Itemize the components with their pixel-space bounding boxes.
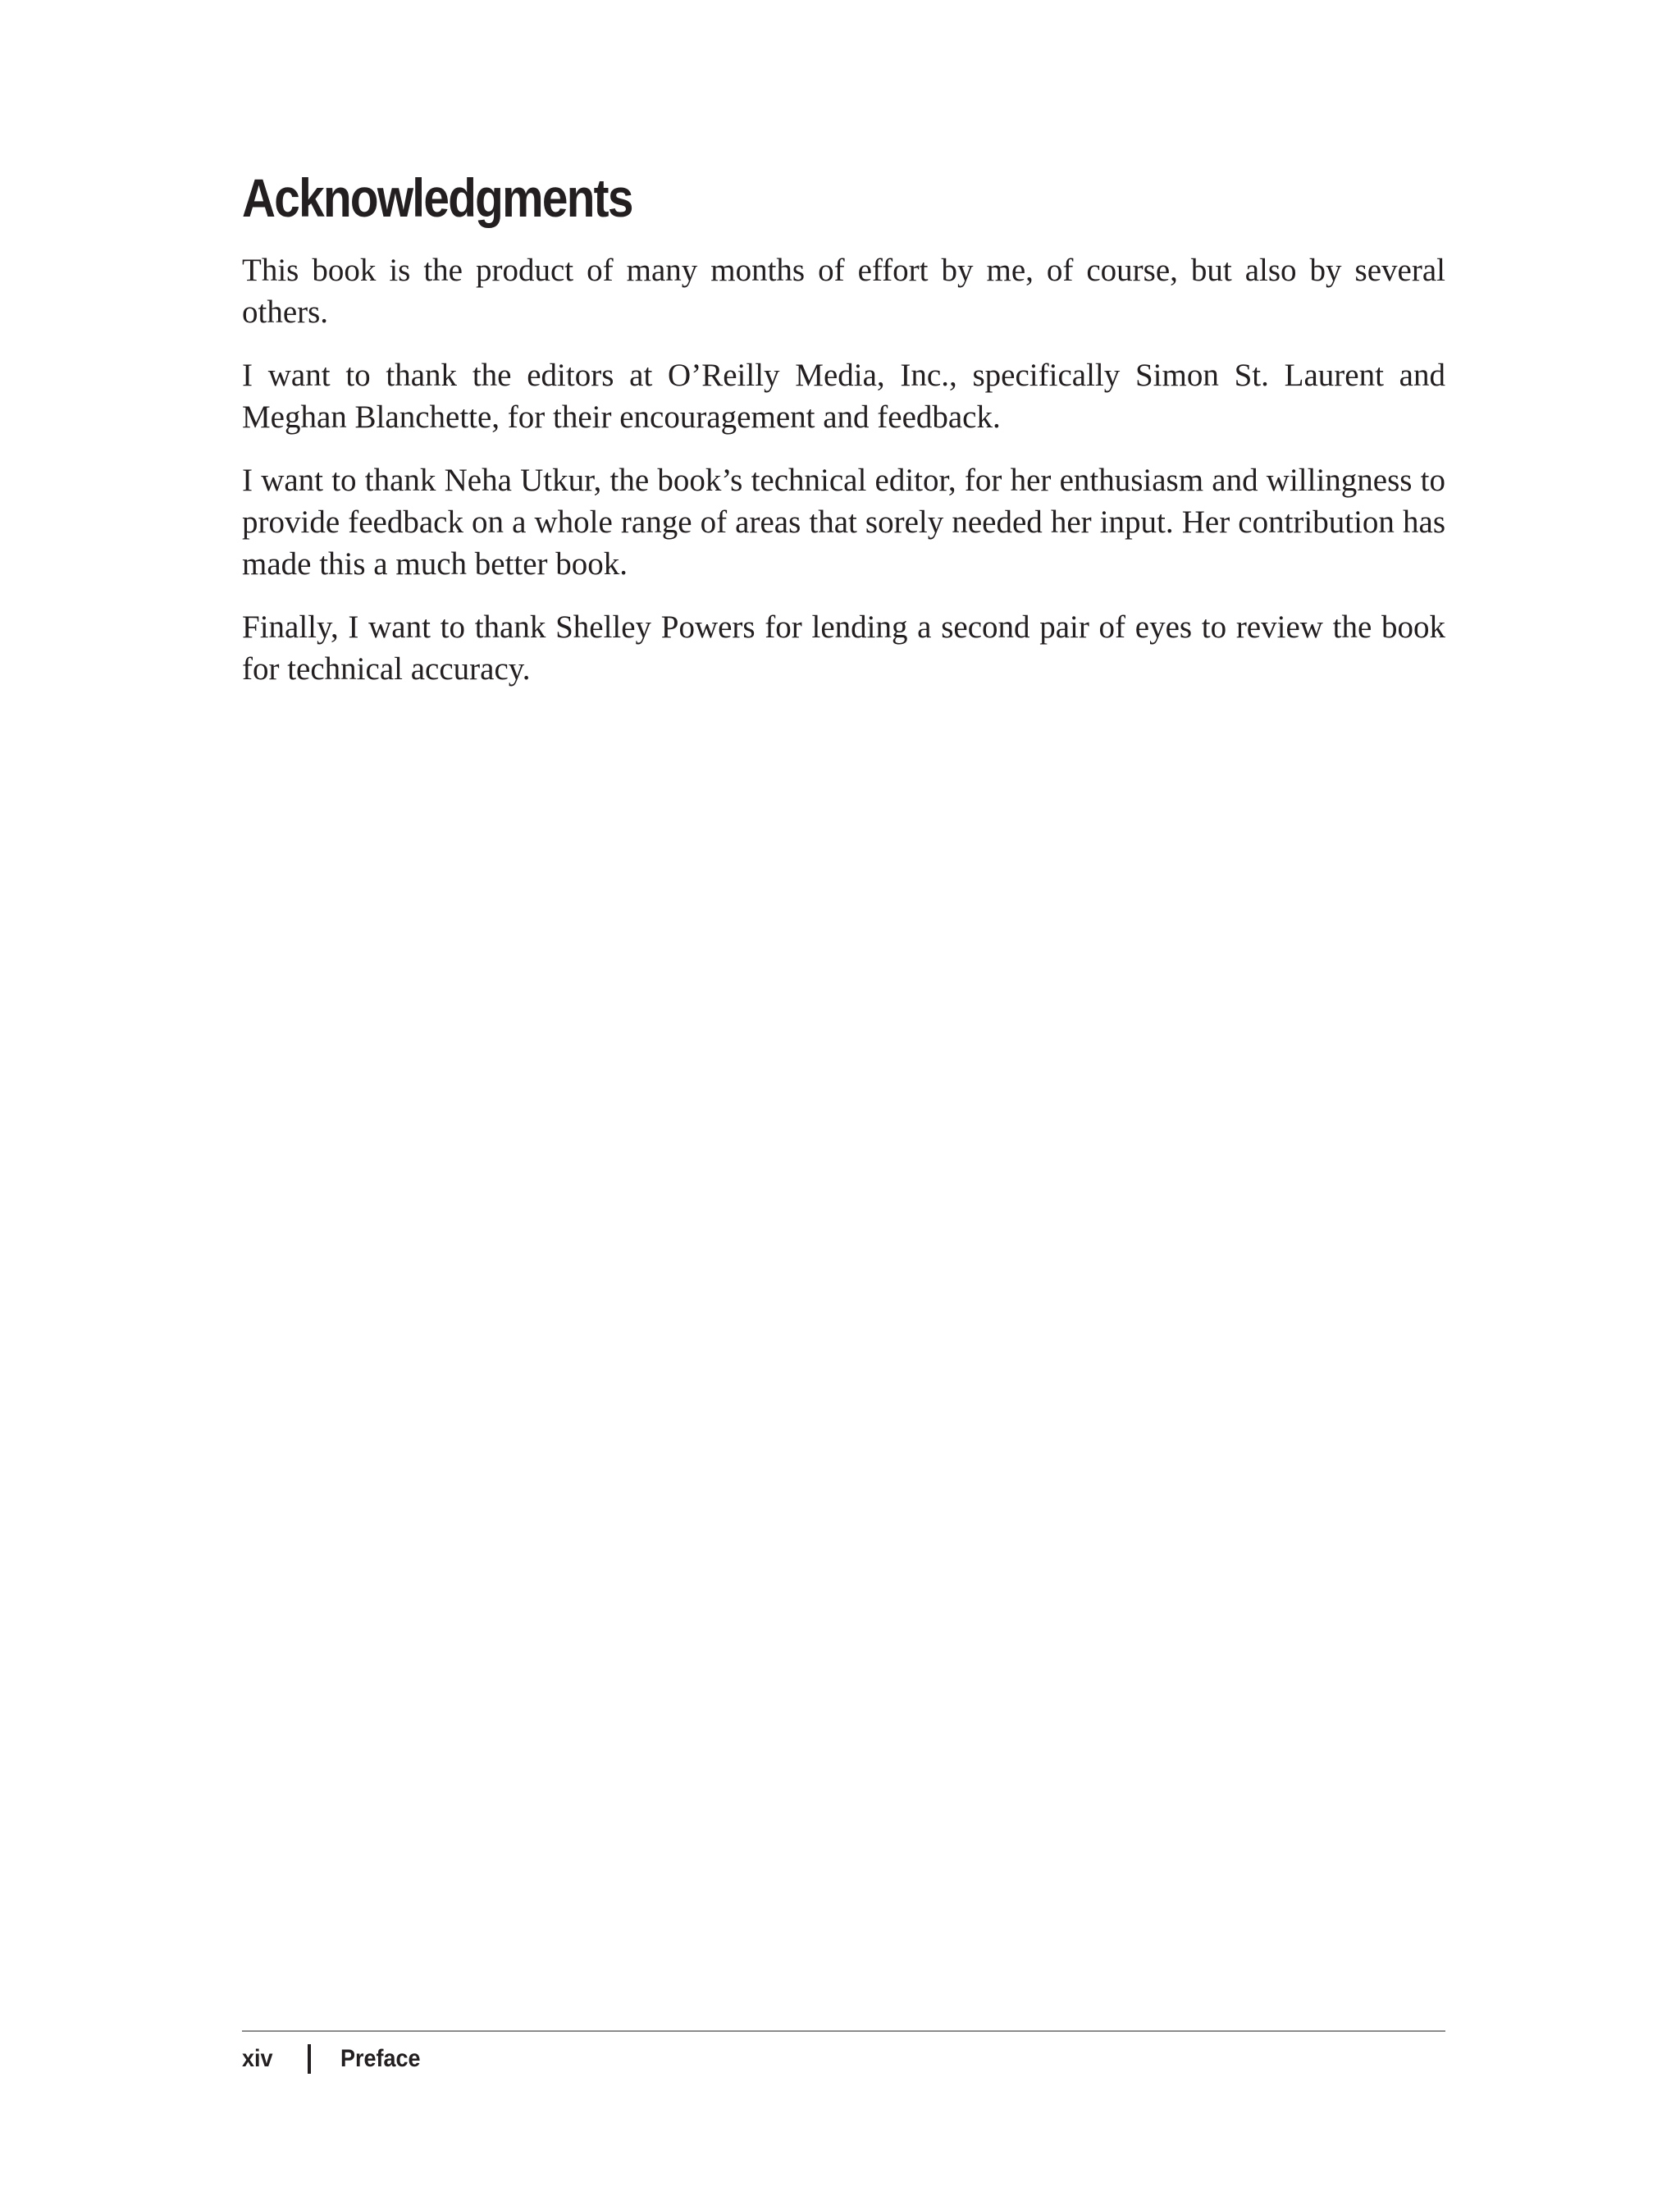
page-content	[242, 168, 1445, 711]
section-heading: Acknowledgments	[242, 167, 632, 228]
page-number: xiv	[242, 2045, 273, 2072]
paragraph-2: I want to thank the editors at O’Reilly Media, Inc., specifically Simon St. Laurent and Meghan Blanchette, for their encouragement and feedback.	[242, 357, 1445, 435]
paragraph-1: This book is the product of many months of effort by me, of course, but also by several others.	[242, 252, 1445, 330]
page-footer	[242, 2043, 429, 2075]
footer-rule	[242, 2030, 1445, 2032]
footer-section-title: Preface	[340, 2045, 421, 2072]
footer-separator	[308, 2044, 311, 2074]
paragraph-4: Finally, I want to thank Shelley Powers for lending a second pair of eyes to review the book for technical accuracy.	[242, 609, 1445, 687]
paragraph-3: I want to thank Neha Utkur, the book’s technical editor, for her enthusiasm and willingness to provide feedback on a whole range of areas that sorely needed her input. Her contribution has made this a much better book.	[242, 462, 1445, 582]
